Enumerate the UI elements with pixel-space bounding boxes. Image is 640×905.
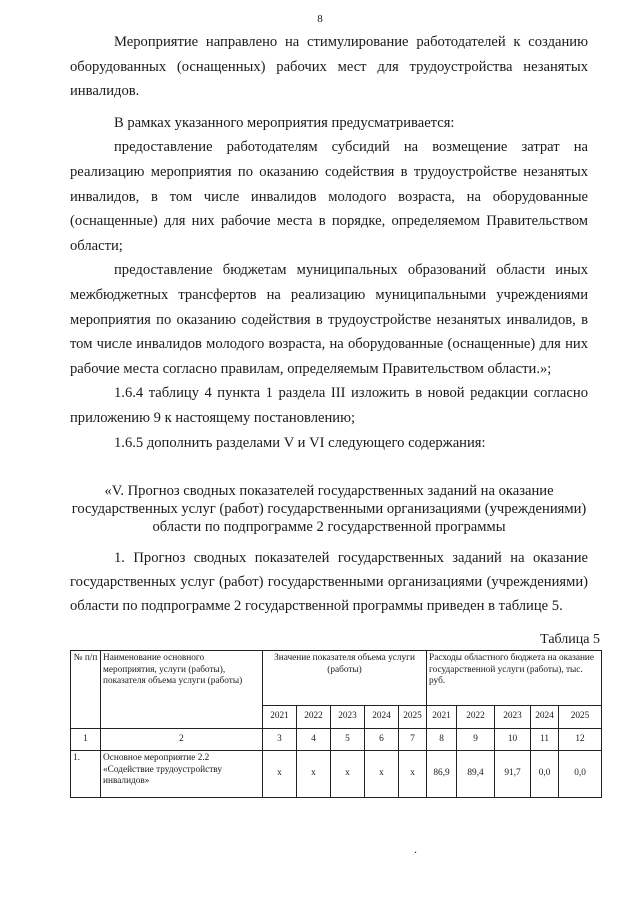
expense-year: 2024: [531, 706, 559, 729]
paragraph: Мероприятие направлено на стимулирование работодателей к созданию оборудованных (оснащенных) рабочих мест для трудоустройства незанятых инвалидов.: [70, 34, 588, 100]
section-title: «V. Прогноз сводных показателей государственных заданий на оказание государственных услуг (работ) государственными организациями (учреждениями) области по подпрограмме 2 государственной программы: [71, 483, 587, 535]
row-num: 1.: [71, 751, 101, 798]
table-row: [71, 751, 602, 798]
column-number: 5: [331, 729, 365, 751]
volume-value: х: [263, 751, 297, 798]
page-number: 8: [317, 13, 323, 25]
section-text: [70, 546, 588, 618]
column-number: 10: [495, 729, 531, 751]
paragraph: 1. Прогноз сводных показателей государственных заданий на оказание государственных услуг (работ) государственными организациями (учреждениями) области по подпрограмме 2 государственной программы приведен в таблице 5.: [70, 550, 588, 614]
volume-year: 2025: [399, 706, 427, 729]
column-number: 1: [71, 729, 101, 751]
volume-value: х: [297, 751, 331, 798]
column-number: 12: [559, 729, 602, 751]
volume-year: 2023: [331, 706, 365, 729]
expense-value: 86,9: [427, 751, 457, 798]
column-number: 6: [365, 729, 399, 751]
expense-value: 91,7: [495, 751, 531, 798]
column-number: 2: [101, 729, 263, 751]
row-name: Основное мероприятие 2.2 «Содействие трудоустройству инвалидов»: [101, 751, 263, 798]
expense-year: 2021: [427, 706, 457, 729]
expense-value: 0,0: [559, 751, 602, 798]
expense-year: 2022: [457, 706, 495, 729]
volume-value: х: [365, 751, 399, 798]
volume-year: 2021: [263, 706, 297, 729]
expense-value: 0,0: [531, 751, 559, 798]
volume-value: х: [399, 751, 427, 798]
body-text: [70, 30, 588, 455]
header-expenses: Расходы областного бюджета на оказание государственной услуги (работы), тыс. руб.: [427, 651, 602, 706]
header-num: № п/п: [71, 651, 101, 729]
expense-value: 89,4: [457, 751, 495, 798]
volume-year: 2024: [365, 706, 399, 729]
data-table: [70, 650, 602, 798]
scan-dot: .: [414, 842, 417, 856]
table-caption: Таблица 5: [540, 632, 600, 647]
paragraph: предоставление работодателям субсидий на возмещение затрат на реализацию мероприятия по оказанию содействия в трудоустройстве незанятых инвалидов, в том числе инвалидов молодого возраста, на оборудованные (оснащенные) для них рабочие места в порядке, определяемом Правительством области;: [70, 139, 588, 254]
column-number: 8: [427, 729, 457, 751]
header-volume: Значение показателя объема услуги (работы): [263, 651, 427, 706]
paragraph: В рамках указанного мероприятия предусматривается:: [114, 114, 455, 131]
header-name: Наименование основного мероприятия, услуги (работы), показателя объема услуги (работы): [101, 651, 263, 729]
column-number: 7: [399, 729, 427, 751]
column-number: 3: [263, 729, 297, 751]
paragraph: предоставление бюджетам муниципальных образований области иных межбюджетных трансфертов на реализацию муниципальными учреждениями мероприятия по оказанию содействия в трудоустройстве незанятых инвалидов, в том числе инвалидов молодого возраста, на оборудованные (оснащенные) для них рабочие места согласно правилам, определяемым Правительством области.»;: [70, 262, 588, 377]
paragraph: 1.6.4 таблицу 4 пункта 1 раздела III изложить в новой редакции согласно приложению 9 к настоящему постановлению;: [70, 385, 588, 426]
expense-year: 2023: [495, 706, 531, 729]
paragraph: 1.6.5 дополнить разделами V и VI следующего содержания:: [114, 434, 486, 451]
column-number: 11: [531, 729, 559, 751]
column-number: 9: [457, 729, 495, 751]
expense-year: 2025: [559, 706, 602, 729]
volume-value: х: [331, 751, 365, 798]
volume-year: 2022: [297, 706, 331, 729]
column-number: 4: [297, 729, 331, 751]
